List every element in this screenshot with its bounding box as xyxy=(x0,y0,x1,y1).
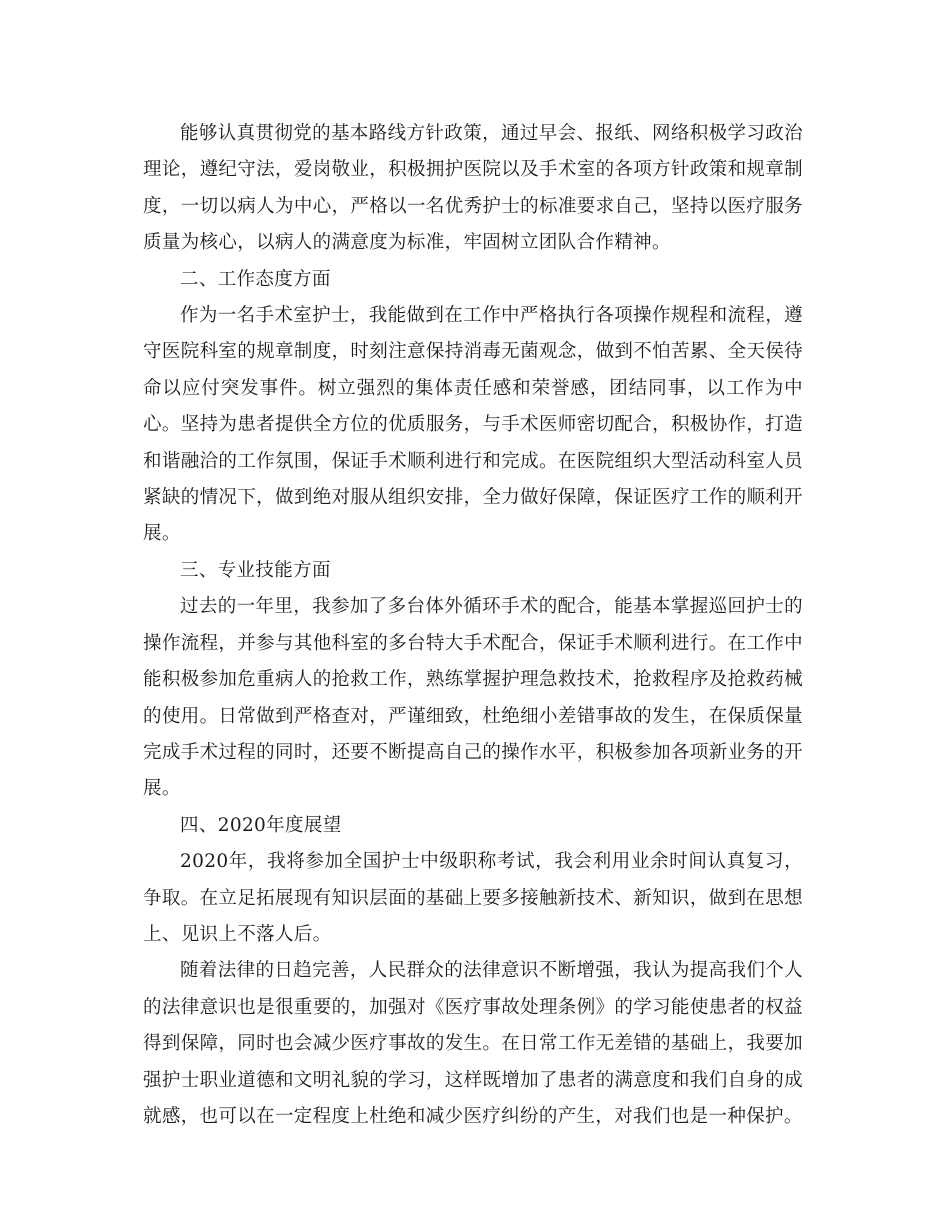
heading-work-attitude: 二、工作态度方面 xyxy=(180,268,331,290)
paragraph-legal-awareness: 随着法律的日趋完善，人民群众的法律意识不断增强，我认为提高我们个人的法律意识也是很重要的，加强对《医疗事故处理条例》的学习能使患者的权益得到保障，同时也会减少医疗事故的发生。在日常工作无差错的基础上，我要加强护士职业道德和文明礼貌的学习，这样既增加了患者的满意度和我们自身的成就感，也可以在一定程度上杜绝和减少医疗纠纷的产生，对我们也是一种保护。 xyxy=(143,960,803,1127)
heading-2020-outlook: 四、2020年度展望 xyxy=(180,814,342,836)
paragraph-work-attitude: 作为一名手术室护士，我能做到在工作中严格执行各项操作规程和流程，遵守医院科室的规章制度，时刻注意保持消毒无菌观念，做到不怕苦累、全天侯待命以应付突发事件。树立强烈的集体责任感和荣誉感，团结同事，以工作为中心。坚持为患者提供全方位的优质服务，与手术医师密切配合，积极协作，打造和谐融洽的工作氛围，保证手术顺利进行和完成。在医院组织大型活动科室人员紧缺的情况下，做到绝对服从组织安排，全力做好保障，保证医疗工作的顺利开展。 xyxy=(143,305,803,545)
document-body xyxy=(143,116,803,1135)
paragraph-2020-outlook: 2020年，我将参加全国护士中级职称考试，我会利用业余时间认真复习，争取。在立足拓展现有知识层面的基础上要多接触新技术、新知识，做到在思想上、见识上不落人后。 xyxy=(143,851,803,945)
paragraph-professional-skills: 过去的一年里，我参加了多台体外循环手术的配合，能基本掌握巡回护士的操作流程，并参与其他科室的多台特大手术配合，保证手术顺利进行。在工作中能积极参加危重病人的抢救工作，熟练掌握护理急救技术，抢救程序及抢救药械的使用。日常做到严格查对，严谨细致，杜绝细小差错事故的发生，在保质保量完成手术过程的同时，还要不断提高自己的操作水平，积极参加各项新业务的开展。 xyxy=(143,596,803,800)
heading-professional-skills: 三、专业技能方面 xyxy=(180,559,331,581)
paragraph-political-thought: 能够认真贯彻党的基本路线方针政策，通过早会、报纸、网络积极学习政治理论，遵纪守法，爱岗敬业，积极拥护医院以及手术室的各项方针政策和规章制度，一切以病人为中心，严格以一名优秀护士的标准要求自己，坚持以医疗服务质量为核心，以病人的满意度为标准，牢固树立团队合作精神。 xyxy=(143,123,803,254)
